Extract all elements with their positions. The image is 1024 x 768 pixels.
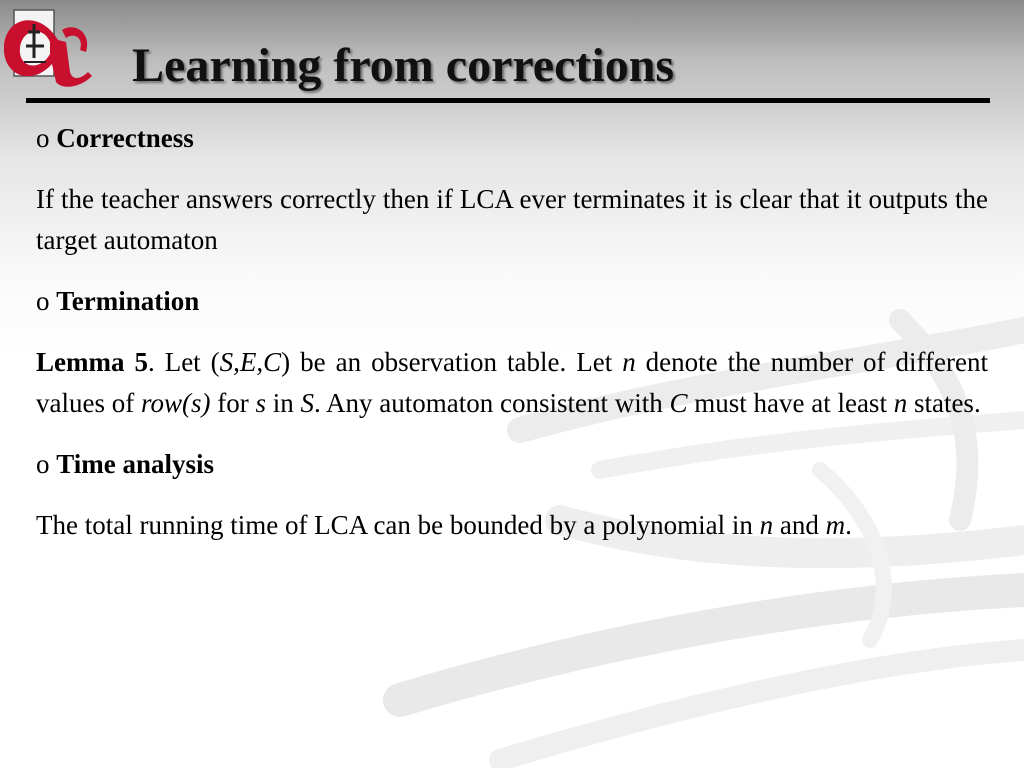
lemma-paragraph [36, 342, 988, 424]
lemma-math: n [893, 388, 908, 418]
title-divider [26, 98, 990, 103]
bullet-time-analysis [36, 444, 988, 485]
lemma-text: . Let ( [147, 347, 220, 377]
lemma-math: C [669, 388, 688, 418]
lemma-text: for [210, 388, 256, 418]
lemma-label: Lemma 5 [36, 347, 148, 377]
time-math: m [825, 510, 846, 540]
lemma-text: . Any automaton consistent with [314, 388, 670, 418]
lemma-math: row(s) [140, 388, 211, 418]
bullet-marker: o [36, 449, 50, 479]
lemma-math: S [300, 388, 314, 418]
bullet-correctness [36, 118, 988, 159]
lemma-math: s [255, 388, 266, 418]
time-text: and [773, 510, 826, 540]
time-text: The total running time of LCA can be bounded by a polynomial in [36, 510, 760, 540]
bullet-termination [36, 281, 988, 322]
lemma-text: must have at least [687, 388, 894, 418]
lemma-text: ) be an observation table. Let [281, 347, 623, 377]
bullet-marker: o [36, 286, 50, 316]
time-analysis-text [36, 505, 988, 546]
heading-time-analysis: Time analysis [56, 449, 215, 479]
heading-correctness: Correctness [56, 123, 194, 153]
lemma-text: denote the number of different values of [36, 347, 988, 418]
slide-content [36, 118, 988, 566]
lemma-math: S,E,C [219, 347, 282, 377]
time-text: . [845, 510, 852, 540]
slide-title: Learning from corrections [132, 39, 675, 92]
correctness-text: If the teacher answers correctly then if LCA ever terminates it is clear that it outputs the target automaton [36, 184, 988, 255]
lemma-text: in [265, 388, 301, 418]
bullet-marker: o [36, 123, 50, 153]
lemma-text: states. [907, 388, 981, 418]
time-math: n [759, 510, 774, 540]
lemma-math: n [622, 347, 636, 377]
university-logo-icon [0, 2, 104, 92]
heading-termination: Termination [56, 286, 200, 316]
